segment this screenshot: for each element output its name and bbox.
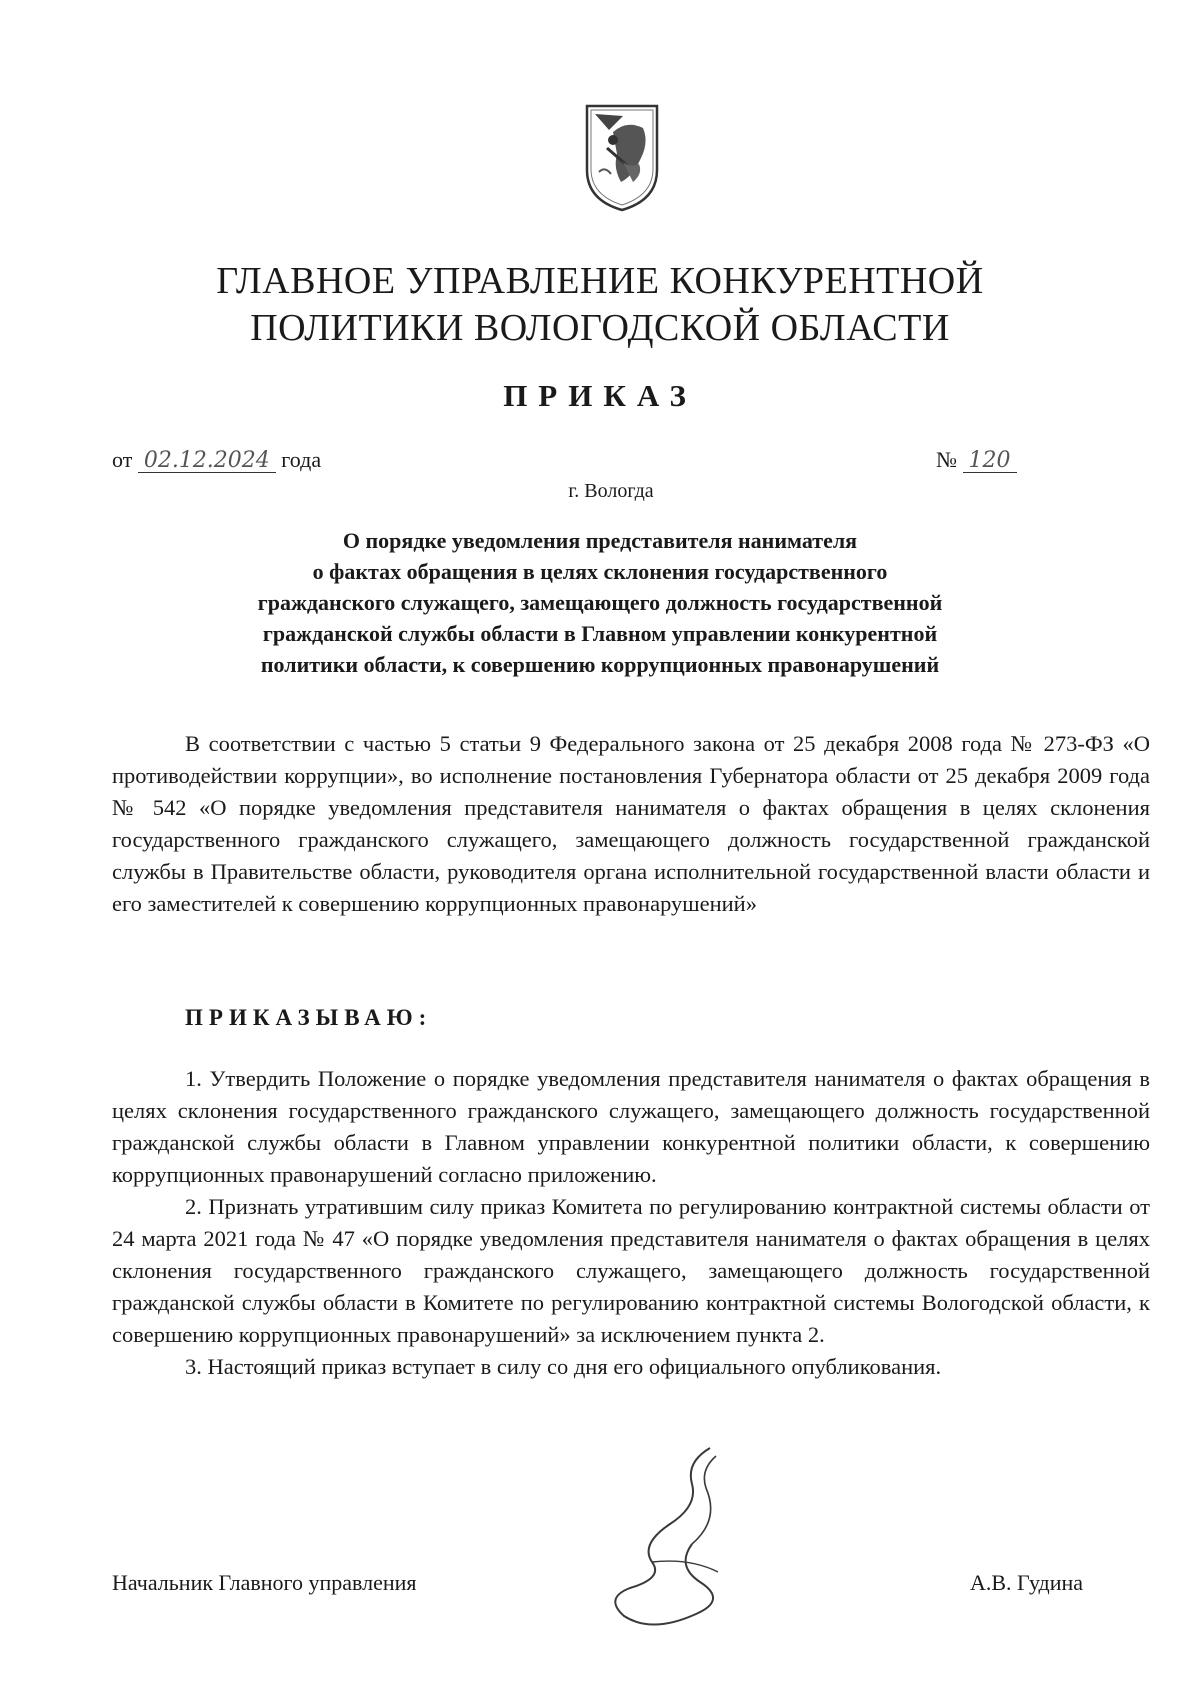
coat-of-arms-icon bbox=[583, 102, 661, 214]
order-word: ПРИКАЗЫВАЮ: bbox=[185, 1005, 433, 1030]
number-handwritten-value: 120 bbox=[963, 450, 1017, 473]
signatory-name: А.В. Гудина bbox=[970, 1570, 1084, 1595]
document-number bbox=[936, 447, 1017, 473]
signatory-role: Начальник Главного управления bbox=[112, 1570, 417, 1595]
date-suffix: года bbox=[281, 447, 322, 472]
subject-line-3: гражданского служащего, замещающего должность государственной bbox=[257, 590, 943, 615]
subject-line-5: политики области, к совершению коррупционных правонарушений bbox=[260, 652, 940, 677]
organization-title-line-2: ПОЛИТИКИ ВОЛОГОДСКОЙ ОБЛАСТИ bbox=[250, 307, 950, 349]
handwritten-signature bbox=[600, 1440, 770, 1640]
date-handwritten-value: 02.12.2024 bbox=[138, 450, 276, 473]
document-date bbox=[112, 447, 321, 473]
order-item-2: 2. Признать утратившим силу приказ Комитета по регулированию контрактной системы области от 24 марта 2021 года № 47 «О порядке уведомления представителя нанимателя о фактах обращения в целях склонения государственного гражданского служащего, замещающего должность государственной гражданской службы области в Комитете по регулированию контрактной системы Вологодской области, к совершению коррупционных правонарушений» за исключением пункта 2. bbox=[112, 1194, 1150, 1347]
order-items bbox=[112, 1063, 1150, 1383]
document-city: г. Вологда bbox=[568, 480, 654, 502]
order-item-1: 1. Утвердить Положение о порядке уведомления представителя нанимателя о фактах обращения в целях склонения государственного гражданского служащего, замещающего должность государственной гражданской службы области в Главном управлении конкурентной политики области, к совершению коррупционных правонарушений согласно приложению. bbox=[112, 1066, 1150, 1187]
organization-title bbox=[0, 258, 1200, 352]
preamble-paragraph: В соответствии с частью 5 статьи 9 Федерального закона от 25 декабря 2008 года № 273-ФЗ «О противодействии коррупции», во исполнение постановления Губернатора области от 25 декабря 2009 года № 542 «О порядке уведомления представителя нанимателя о фактах обращения в целях склонения государственного гражданского служащего, замещающего должность государственной гражданской службы в Правительстве области, руководителя органа исполнительной государственной власти области и его заместителей к совершению коррупционных правонарушений» bbox=[112, 731, 1150, 916]
number-prefix: № bbox=[936, 447, 957, 472]
subject-line-2: о фактах обращения в целях склонения государственного bbox=[312, 559, 888, 584]
organization-title-line-1: ГЛАВНОЕ УПРАВЛЕНИЕ КОНКУРЕНТНОЙ bbox=[216, 260, 984, 302]
order-item-3: 3. Настоящий приказ вступает в силу со дня его официального опубликования. bbox=[185, 1354, 942, 1379]
date-prefix: от bbox=[112, 447, 133, 472]
document-subject bbox=[150, 525, 1050, 680]
document-type-heading: ПРИКАЗ bbox=[503, 378, 697, 413]
subject-line-1: О порядке уведомления представителя нанимателя bbox=[342, 528, 858, 553]
subject-line-4: гражданской службы области в Главном управлении конкурентной bbox=[262, 621, 938, 646]
